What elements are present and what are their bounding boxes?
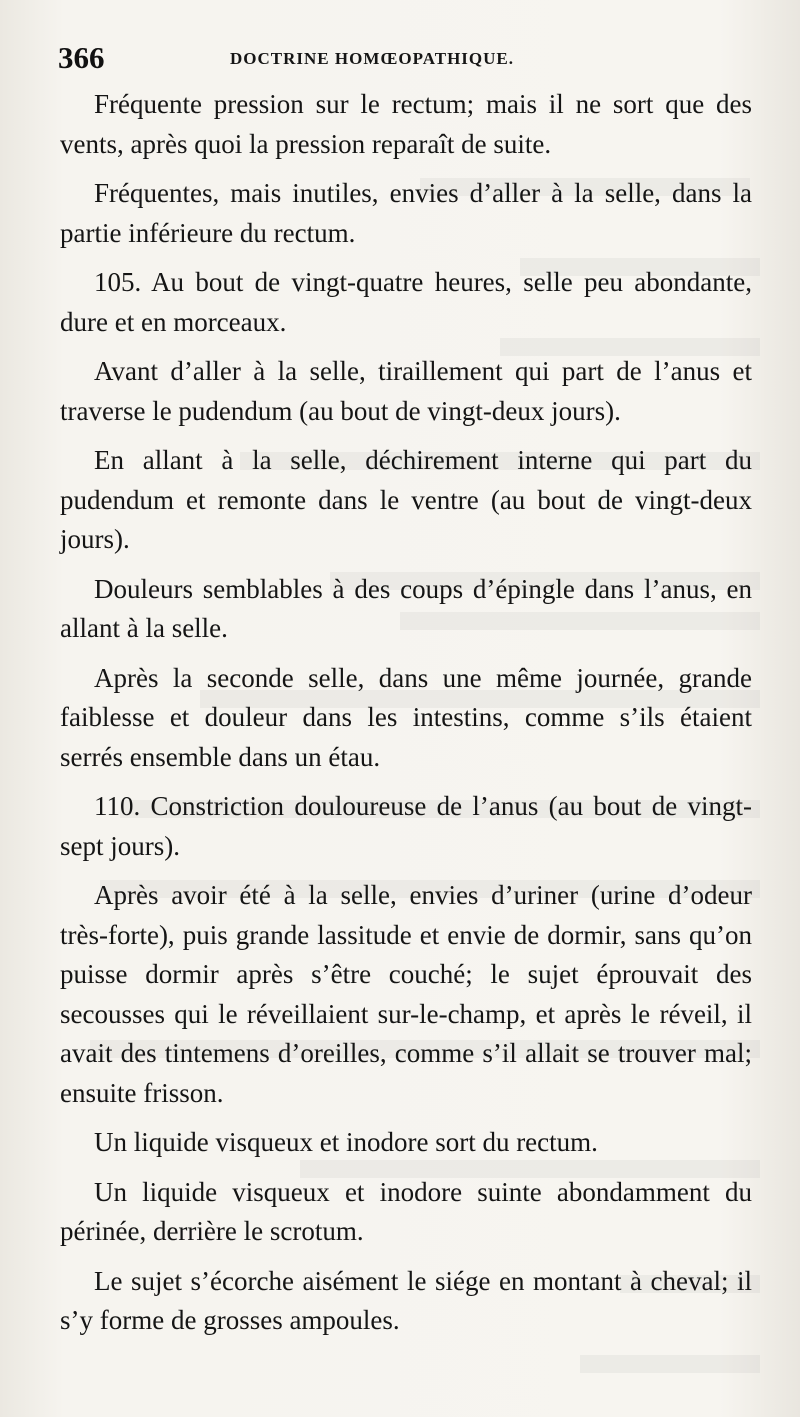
paragraph: Fréquentes, mais inutiles, envies d’aller à la selle, dans la partie inférieure du rectum. bbox=[60, 178, 752, 248]
paragraph-number: 110. bbox=[94, 791, 141, 821]
body-text bbox=[60, 85, 752, 1351]
paragraph: Avant d’aller à la selle, tiraillement qui part de l’anus et traverse le pudendum (au bout de vingt-deux jours). bbox=[60, 356, 752, 426]
paragraph: 105. Au bout de vingt-quatre heures, selle peu abondante, dure et en morceaux. bbox=[60, 267, 752, 337]
paragraph: Après la seconde selle, dans une même journée, grande faiblesse et douleur dans les intestins, comme s’ils étaient serrés ensemble dans un étau. bbox=[60, 662, 752, 772]
paragraph: Après avoir été à la selle, envies d’uriner (urine d’odeur très-forte), puis grande lassitude et envie de dormir, sans qu’on puisse dormir après s’être couché; le sujet éprouvait des secousses qui le réveillaient sur-le-champ, et après le réveil, il avait des tintemens d’oreilles, comme s’il allait se trouver mal; ensuite frisson. bbox=[60, 880, 752, 1108]
running-title: DOCTRINE HOMŒOPATHIQUE. bbox=[230, 49, 514, 68]
paragraph: En allant à la selle, déchirement interne qui part du pudendum et remonte dans le ventre (au bout de vingt-deux jours). bbox=[60, 445, 752, 554]
paragraph: Douleurs semblables à des coups d’épingle dans l’anus, en allant à la selle. bbox=[60, 573, 752, 643]
page-header bbox=[58, 38, 758, 78]
page-number: 366 bbox=[58, 40, 105, 75]
paragraph: Le sujet s’écorche aisément le siége en montant à cheval; il s’y forme de grosses ampoules. bbox=[60, 1265, 752, 1335]
paragraph: 110. Constriction douloureuse de l’anus (au bout de vingt-sept jours). bbox=[60, 791, 752, 861]
paragraph: Un liquide visqueux et inodore suinte abondamment du périnée, derrière le scrotum. bbox=[60, 1176, 752, 1246]
paragraph: Fréquente pression sur le rectum; mais il ne sort que des vents, après quoi la pression reparaît de suite. bbox=[60, 89, 752, 159]
paragraph-number: 105. bbox=[94, 267, 142, 297]
paragraph: Un liquide visqueux et inodore sort du rectum. bbox=[94, 1127, 598, 1157]
